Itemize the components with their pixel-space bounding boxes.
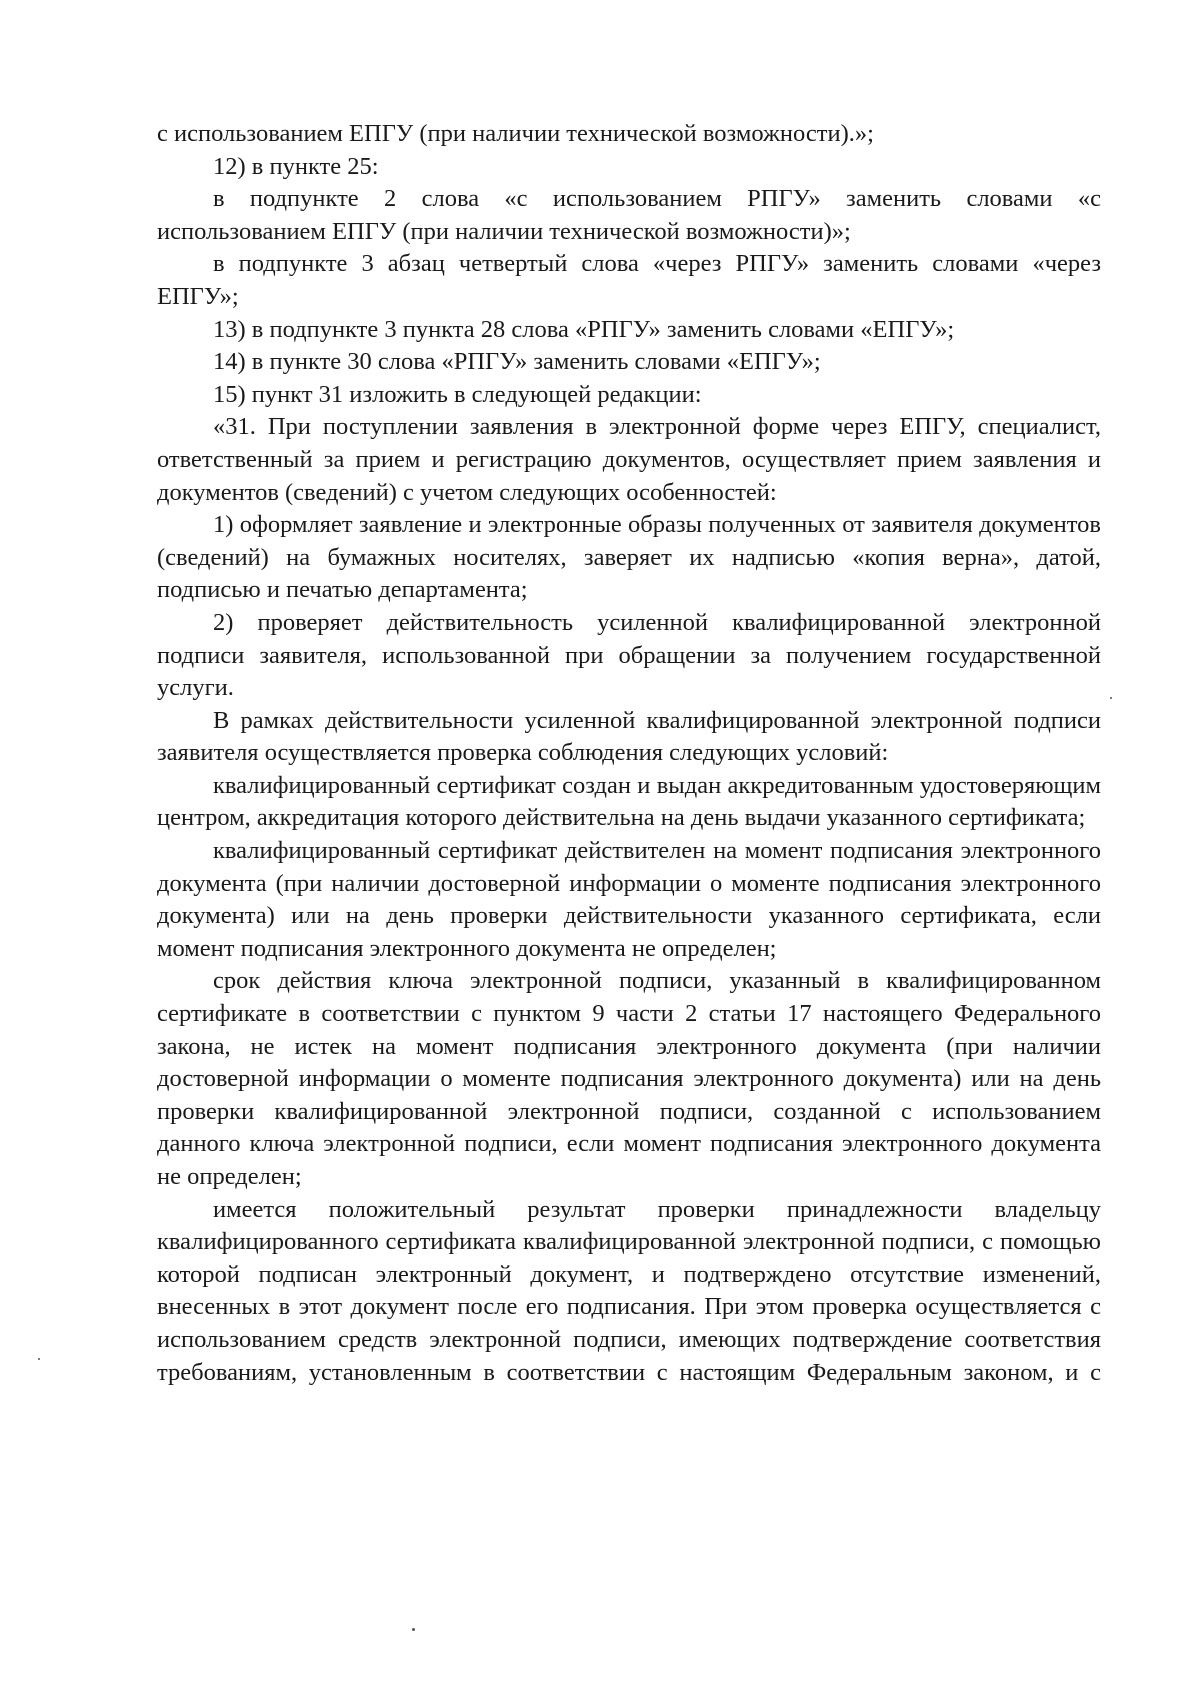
scan-speck	[412, 1628, 415, 1631]
paragraph-item-13: 13) в подпункте 3 пункта 28 слова «РПГУ» заменить словами «ЕПГУ»;	[213, 315, 955, 343]
paragraph-condition-2: квалифицированный сертификат действителен на момент подписания электронного документа (при наличии достоверной информации о моменте подписания электронного документа) или на день проверки действительности указанного сертификата, если момент подписания электронного документа не определен;	[157, 837, 1101, 962]
paragraph-continuation: с использованием ЕПГУ (при наличии технической возможности).»;	[157, 120, 874, 147]
paragraph-clause-31-point-2: 2) проверяет действительность усиленной квалифицированной электронной подписи заявителя, использованной при обращении за получением государственной услуги.	[157, 608, 1101, 702]
paragraph-verification-intro: В рамках действительности усиленной квалифицированной электронной подписи заявителя осуществляется проверка соблюдения следующих условий:	[157, 706, 1101, 767]
scan-speck	[1110, 697, 1112, 699]
paragraph-clause-31-point-1: 1) оформляет заявление и электронные образы полученных от заявителя документов (сведений) на бумажных носителях, заверяет их надписью «копия верна», датой, подписью и печатью департамента;	[157, 511, 1101, 604]
paragraph-item-14: 14) в пункте 30 слова «РПГУ» заменить словами «ЕПГУ»;	[213, 348, 821, 376]
scan-speck	[38, 1358, 40, 1360]
paragraph-item-12: 12) в пункте 25:	[213, 152, 379, 180]
paragraph-condition-3: срок действия ключа электронной подписи, указанный в квалифицированном сертификате в соответствии с пунктом 9 части 2 статьи 17 настоящего Федерального закона, не истек на момент подписания электронного документа (при наличии достоверной информации о моменте подписания электронного документа) или на день проверки квалифицированной электронной подписи, созданной с использованием данного ключа электронной подписи, если момент подписания электронного документа не определен;	[157, 967, 1101, 1190]
paragraph-subitem-3: в подпункте 3 абзац четвертый слова «через РПГУ» заменить словами «через ЕПГУ»;	[157, 250, 1101, 310]
document-body	[157, 118, 1101, 1389]
paragraph-condition-4: имеется положительный результат проверки принадлежности владельцу квалифицированного сертификата квалифицированной электронной подписи, с помощью которой подписан электронный документ, и подтверждено отсутствие изменений, внесенных в этот документ после его подписания. При этом проверка осуществляется с использованием средств электронной подписи, имеющих подтверждение соответствия требованиям, установленным в соответствии с настоящим Федеральным законом, и с	[157, 1195, 1101, 1386]
paragraph-item-15: 15) пункт 31 изложить в следующей редакции:	[213, 380, 702, 408]
paragraph-subitem-2: в подпункте 2 слова «с использованием РПГУ» заменить словами «с использованием ЕПГУ (при наличии технической возможности)»;	[157, 185, 1101, 245]
paragraph-condition-1: квалифицированный сертификат создан и выдан аккредитованным удостоверяющим центром, аккредитация которого действительна на день выдачи указанного сертификата;	[157, 771, 1101, 832]
paragraph-clause-31: «31. При поступлении заявления в электронной форме через ЕПГУ, специалист, ответственный за прием и регистрацию документов, осуществляет прием заявления и документов (сведений) с учетом следующих особенностей:	[157, 413, 1101, 506]
